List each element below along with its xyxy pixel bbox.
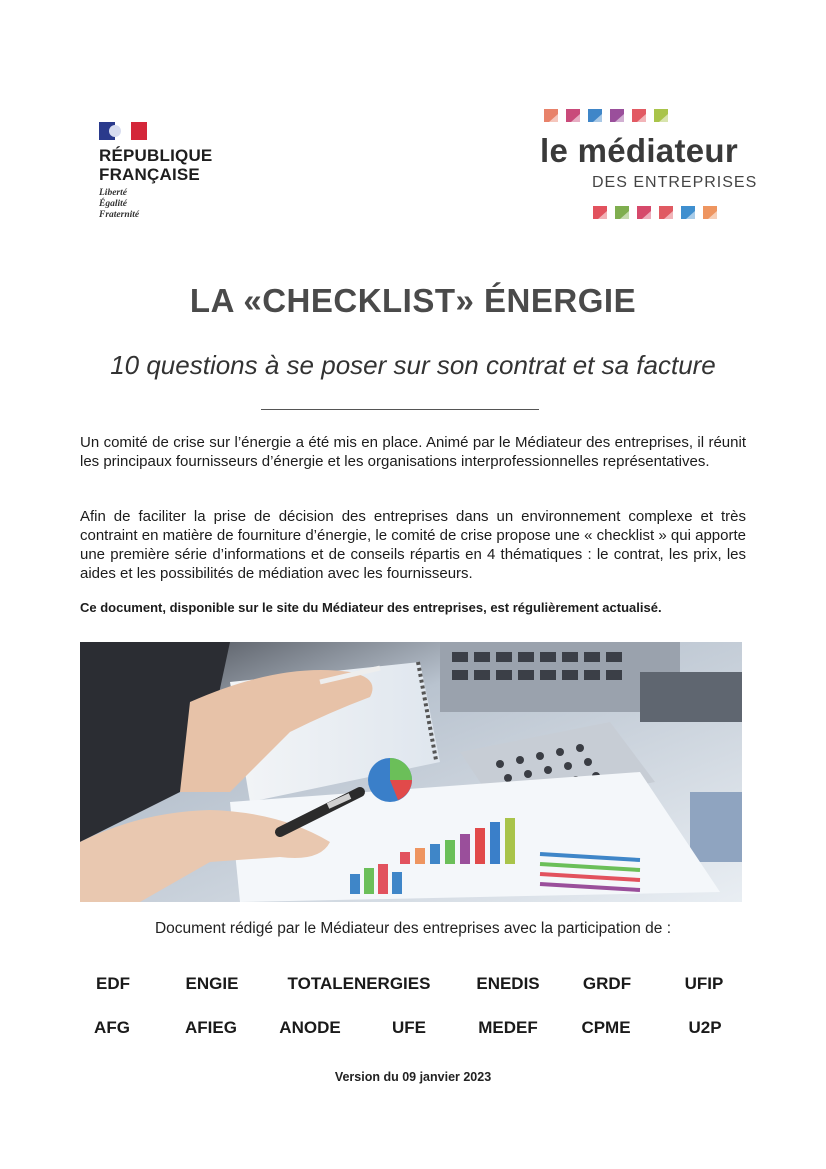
mediateur-top-tile-5 bbox=[632, 109, 646, 122]
mediateur-bottom-tile-2 bbox=[615, 206, 629, 219]
partner-anode: ANODE bbox=[279, 1018, 341, 1037]
update-notice: Ce document, disponible sur le site du Médiateur des entreprises, est régulièrement actualisé. bbox=[80, 600, 662, 615]
partner-totalenergies: TOTALENERGIES bbox=[287, 974, 431, 993]
page-subtitle: 10 questions à se poser sur son contrat et sa facture bbox=[110, 350, 716, 380]
mediateur-top-tile-4 bbox=[610, 109, 624, 122]
mediateur-bottom-tile-4 bbox=[659, 206, 673, 219]
republique-flag-icon bbox=[99, 122, 147, 140]
republique-line2: FRANÇAISE bbox=[99, 165, 200, 184]
partner-ufip: UFIP bbox=[684, 974, 724, 993]
version-date: Version du 09 janvier 2023 bbox=[334, 1070, 492, 1084]
mediateur-top-tile-2 bbox=[566, 109, 580, 122]
partner-afieg: AFIEG bbox=[185, 1018, 237, 1037]
motto-fraternite: Fraternité bbox=[99, 210, 140, 220]
mediateur-logo-subtitle: DES ENTREPRISES bbox=[592, 174, 758, 191]
credit-line: Document rédigé par le Médiateur des entreprises avec la participation de : bbox=[154, 920, 672, 937]
mediateur-tiles-top-icon bbox=[544, 109, 668, 122]
mediateur-logo-title: le médiateur bbox=[540, 132, 739, 169]
mediateur-top-tile-1 bbox=[544, 109, 558, 122]
republique-motto bbox=[99, 188, 139, 221]
partner-u2p: U2P bbox=[688, 1018, 722, 1037]
partner-enedis: ENEDIS bbox=[476, 974, 540, 993]
partner-engie: ENGIE bbox=[185, 974, 239, 993]
partner-edf: EDF bbox=[96, 974, 130, 993]
page-title: LA «CHECKLIST» ÉNERGIE bbox=[189, 282, 637, 319]
partner-cpme: CPME bbox=[581, 1018, 631, 1037]
republique-line1: RÉPUBLIQUE bbox=[99, 146, 213, 165]
checklist-paragraph: Afin de faciliter la prise de décision des entreprises dans un environnement complexe et très contraint en matière de fourniture d’énergie, le comité de crise propose une « checklist » qui apporte une première série d’informations et de conseils répartis en 4 thématiques : le contrat, les prix, les aides et les possibilités de médiation avec les fournisseurs. bbox=[80, 508, 746, 582]
mediateur-bottom-tile-5 bbox=[681, 206, 695, 219]
partner-grdf: GRDF bbox=[582, 974, 632, 993]
mediateur-bottom-tile-3 bbox=[637, 206, 651, 219]
mediateur-top-tile-3 bbox=[588, 109, 602, 122]
partner-ufe: UFE bbox=[392, 1018, 426, 1037]
office-documents-photo bbox=[80, 642, 742, 902]
partner-medef: MEDEF bbox=[478, 1018, 538, 1037]
republique-francaise-logo bbox=[99, 146, 212, 184]
mediateur-bottom-tile-1 bbox=[593, 206, 607, 219]
intro-paragraph: Un comité de crise sur l’énergie a été mis en place. Animé par le Médiateur des entreprises, il réunit les principaux fournisseurs d’énergie et les organisations interprofessionnelles représentatives. bbox=[80, 434, 746, 470]
motto-liberte: Liberté bbox=[99, 188, 127, 198]
motto-egalite: Égalité bbox=[99, 199, 127, 209]
partner-afg: AFG bbox=[94, 1018, 130, 1037]
title-divider bbox=[261, 409, 539, 410]
mediateur-tiles-bottom-icon bbox=[593, 206, 717, 219]
mediateur-top-tile-6 bbox=[654, 109, 668, 122]
mediateur-bottom-tile-6 bbox=[703, 206, 717, 219]
